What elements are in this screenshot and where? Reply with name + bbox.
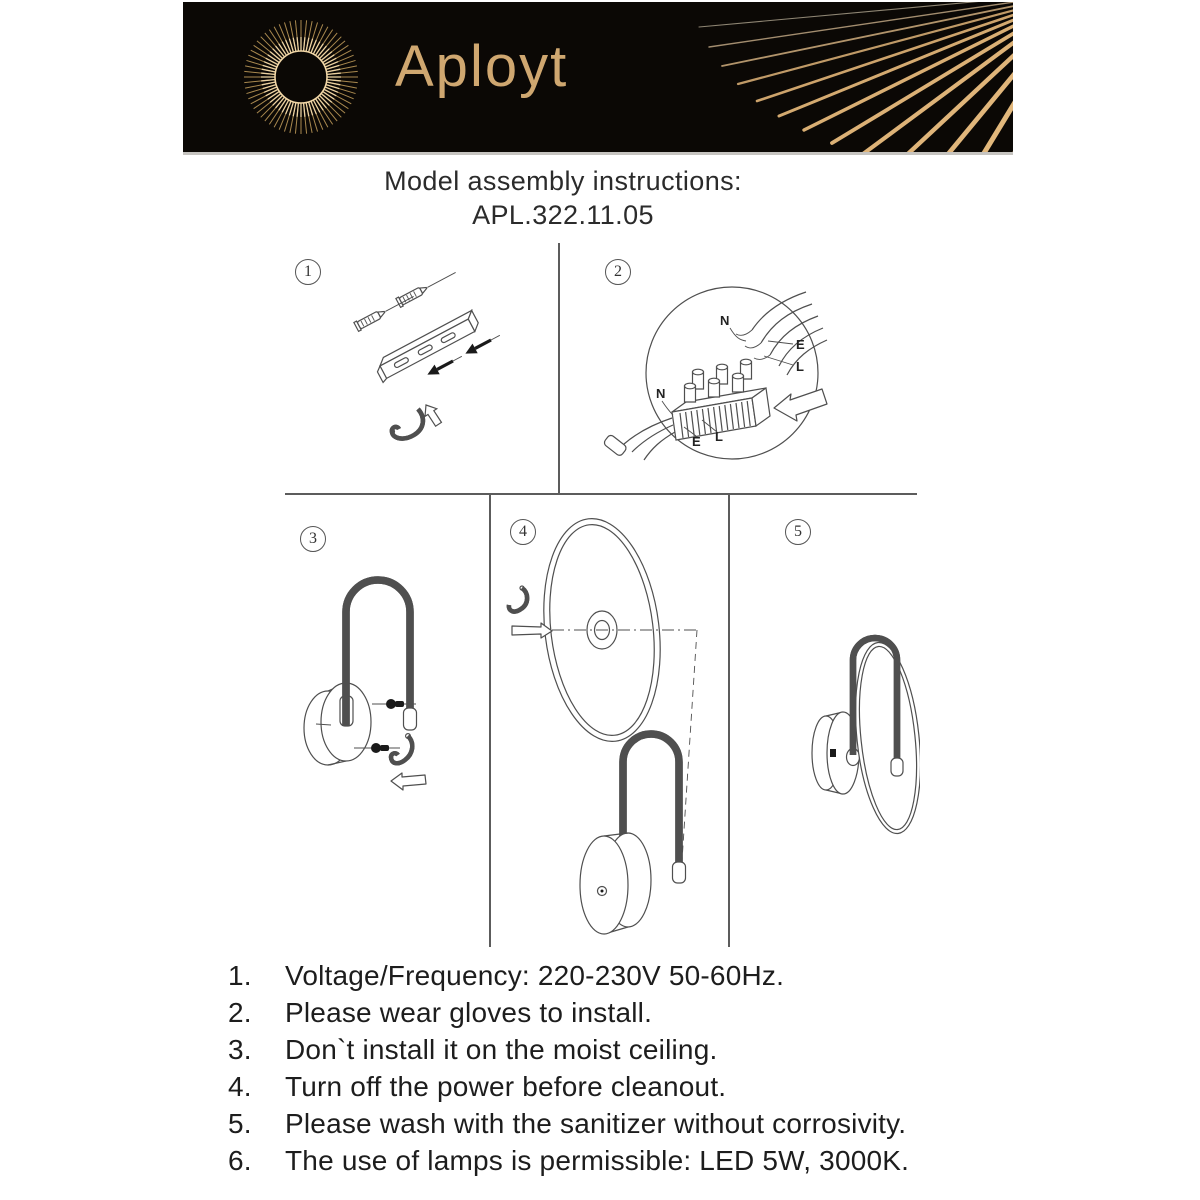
list-item-number: 2. xyxy=(228,997,252,1028)
list-item-text: Voltage/Frequency: 220-230V 50-60Hz. xyxy=(285,960,785,991)
list-item xyxy=(228,957,909,994)
list-item-text: Please wear gloves to install. xyxy=(285,997,653,1028)
step-2-diagram xyxy=(560,248,915,493)
list-item xyxy=(228,1105,909,1142)
page-title: Model assembly instructions: xyxy=(384,166,742,196)
step-4-diagram xyxy=(492,500,727,955)
list-item-text: Please wash with the sanitizer without corrosivity. xyxy=(285,1108,907,1139)
panel-divider-horizontal xyxy=(285,493,917,495)
wire-label-incoming-e: E xyxy=(796,337,805,352)
instructions-list xyxy=(228,957,909,1179)
step-2-badge: 2 xyxy=(605,259,631,285)
list-item-number: 1. xyxy=(228,960,252,991)
rays-decoration-icon xyxy=(612,2,1013,152)
wire-label-incoming-n: N xyxy=(720,313,730,328)
list-item-number: 6. xyxy=(228,1145,252,1176)
list-item-text: The use of lamps is permissible: LED 5W, 3000K. xyxy=(285,1145,910,1176)
brand-wordmark: Aployt xyxy=(395,34,569,99)
model-number: APL.322.11.05 xyxy=(472,200,654,230)
step-5-badge: 5 xyxy=(785,519,811,545)
step-1-badge: 1 xyxy=(295,259,321,285)
list-item-text: Turn off the power before cleanout. xyxy=(285,1071,727,1102)
list-item xyxy=(228,1068,909,1105)
list-item-number: 5. xyxy=(228,1108,252,1139)
wire-label-incoming-l: L xyxy=(796,359,804,374)
list-item-text: Don`t install it on the moist ceiling. xyxy=(285,1034,718,1065)
sunburst-logo-icon xyxy=(241,16,361,138)
step-1-diagram xyxy=(285,248,555,488)
list-item xyxy=(228,994,909,1031)
wire-label-outgoing-l: L xyxy=(715,429,723,444)
step-3-badge: 3 xyxy=(300,526,326,552)
panel-divider-vertical-2 xyxy=(489,494,491,947)
title-block xyxy=(163,164,963,232)
list-item xyxy=(228,1142,909,1179)
wire-label-outgoing-n: N xyxy=(656,386,666,401)
step-3-diagram xyxy=(288,500,488,830)
wire-label-outgoing-e: E xyxy=(692,434,701,449)
list-item xyxy=(228,1031,909,1068)
brand-banner xyxy=(183,2,1013,155)
list-item-number: 4. xyxy=(228,1071,252,1102)
step-4-badge: 4 xyxy=(510,519,536,545)
step-5-diagram xyxy=(730,500,920,870)
list-item-number: 3. xyxy=(228,1034,252,1065)
